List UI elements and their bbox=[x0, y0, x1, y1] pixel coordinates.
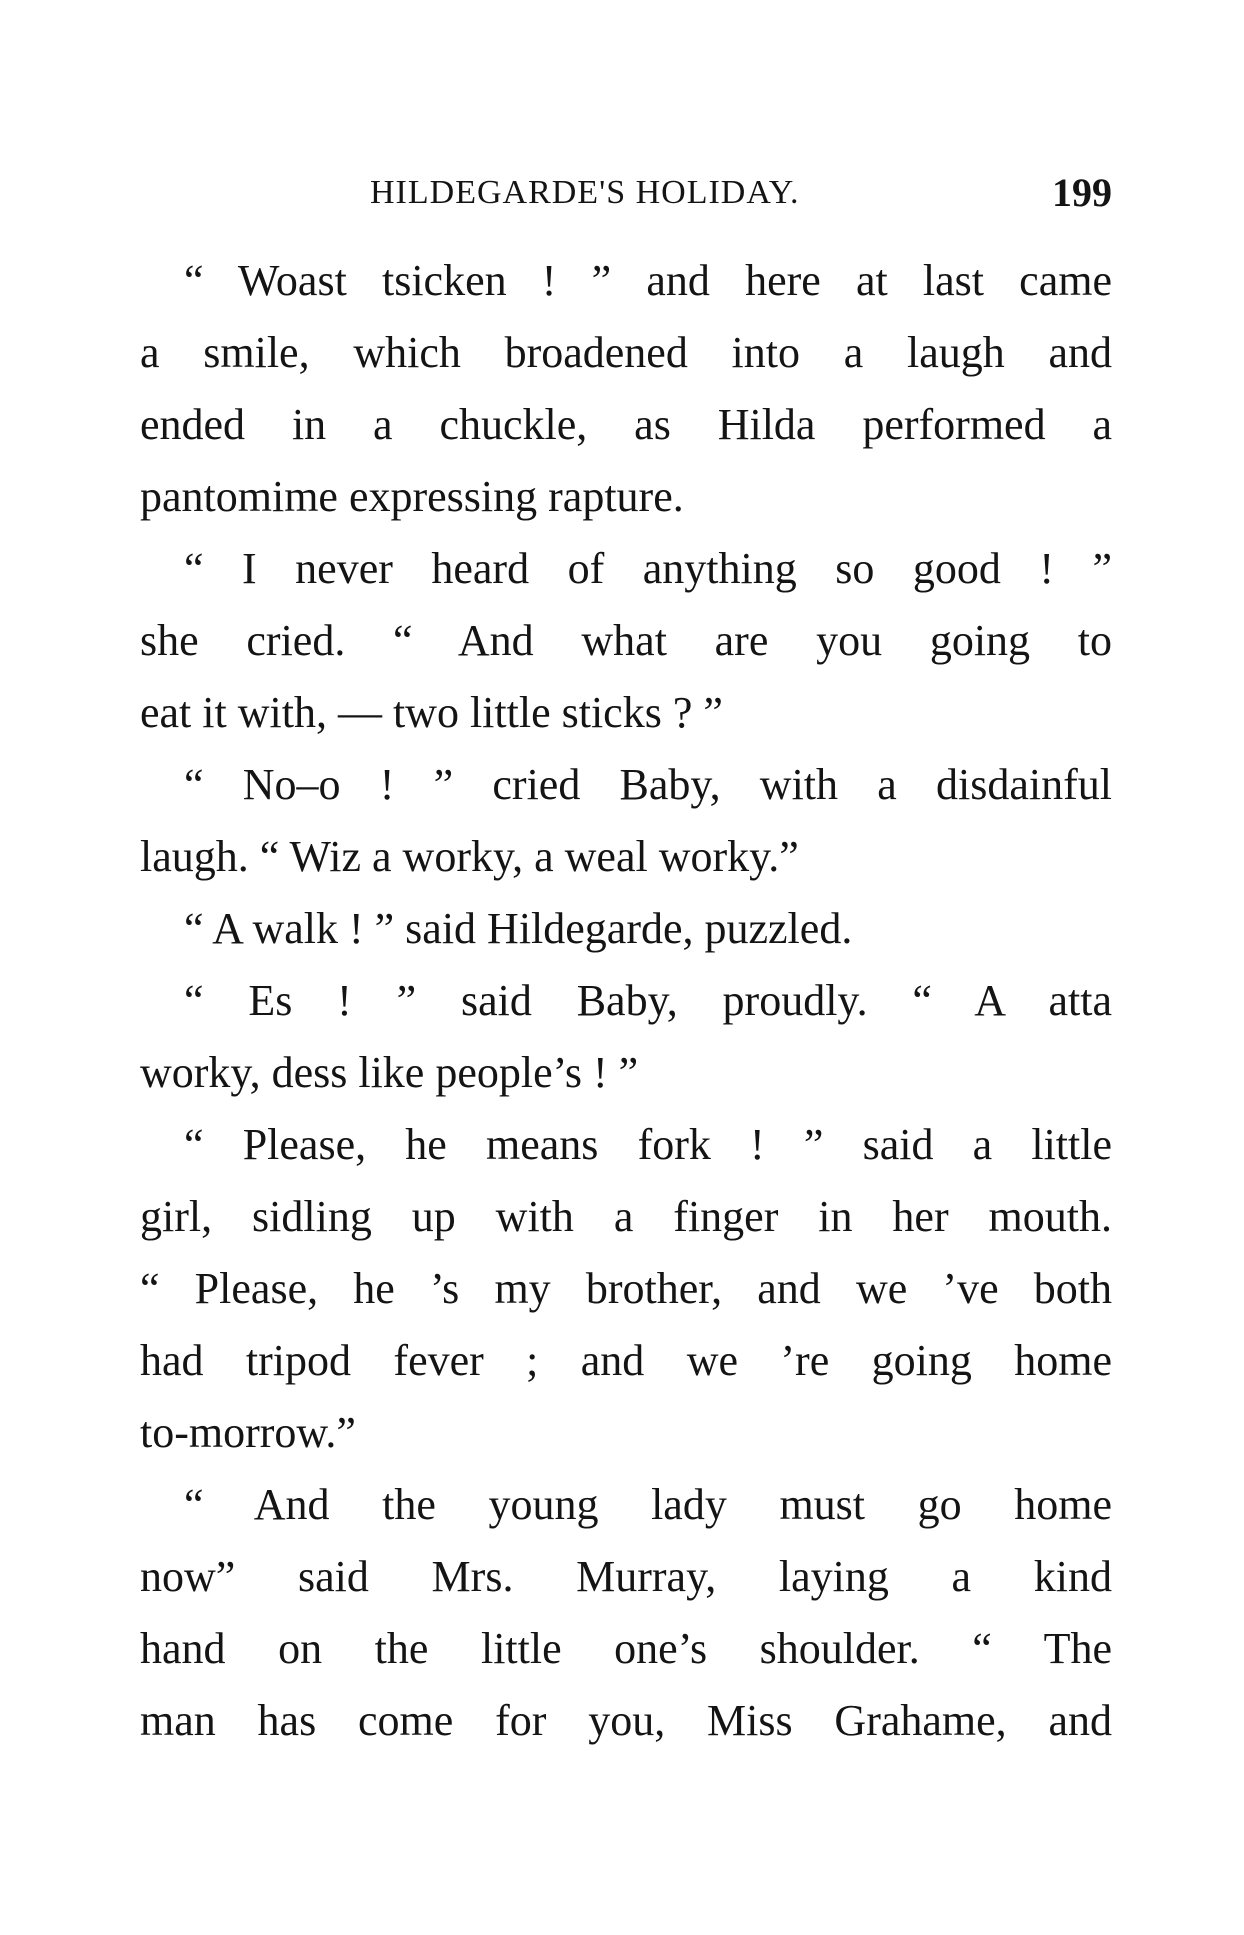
text-line: ended in a chuckle, as Hilda performed a bbox=[140, 400, 1112, 449]
text-line: “ Please, he means fork ! ” said a little bbox=[184, 1120, 1112, 1169]
body-text bbox=[140, 245, 1112, 1757]
text-line: man has come for you, Miss Grahame, and bbox=[140, 1696, 1112, 1745]
running-title: HILDEGARDE'S HOLIDAY. bbox=[370, 174, 800, 211]
text-line: “ I never heard of anything so good ! ” bbox=[184, 544, 1112, 593]
text-line: “ No–o ! ” cried Baby, with a disdainful bbox=[184, 760, 1112, 809]
text-line: “ Woast tsicken ! ” and here at last came bbox=[184, 256, 1112, 305]
text-line: hand on the little one’s shoulder. “ The bbox=[140, 1624, 1112, 1673]
text-line: “ Es ! ” said Baby, proudly. “ A atta bbox=[184, 976, 1112, 1025]
text-line: worky, dess like people’s ! ” bbox=[140, 1048, 639, 1097]
text-line: laugh. “ Wiz a worky, a weal worky.” bbox=[140, 832, 799, 881]
text-line: a smile, which broadened into a laugh and bbox=[140, 328, 1112, 377]
text-line: she cried. “ And what are you going to bbox=[140, 616, 1112, 665]
text-line: girl, sidling up with a finger in her mouth. bbox=[140, 1192, 1112, 1241]
running-head bbox=[140, 168, 1112, 218]
text-line: “ Please, he ’s my brother, and we ’ve both bbox=[140, 1264, 1112, 1313]
text-line: pantomime expressing rapture. bbox=[140, 472, 684, 521]
text-line: to-morrow.” bbox=[140, 1408, 356, 1457]
text-line: “ And the young lady must go home bbox=[184, 1480, 1112, 1529]
text-line: “ A walk ! ” said Hildegarde, puzzled. bbox=[184, 904, 853, 953]
text-line: now” said Mrs. Murray, laying a kind bbox=[140, 1552, 1112, 1601]
page-number: 199 bbox=[1052, 170, 1112, 215]
text-line: eat it with, — two little sticks ? ” bbox=[140, 688, 723, 737]
text-line: had tripod fever ; and we ’re going home bbox=[140, 1336, 1112, 1385]
